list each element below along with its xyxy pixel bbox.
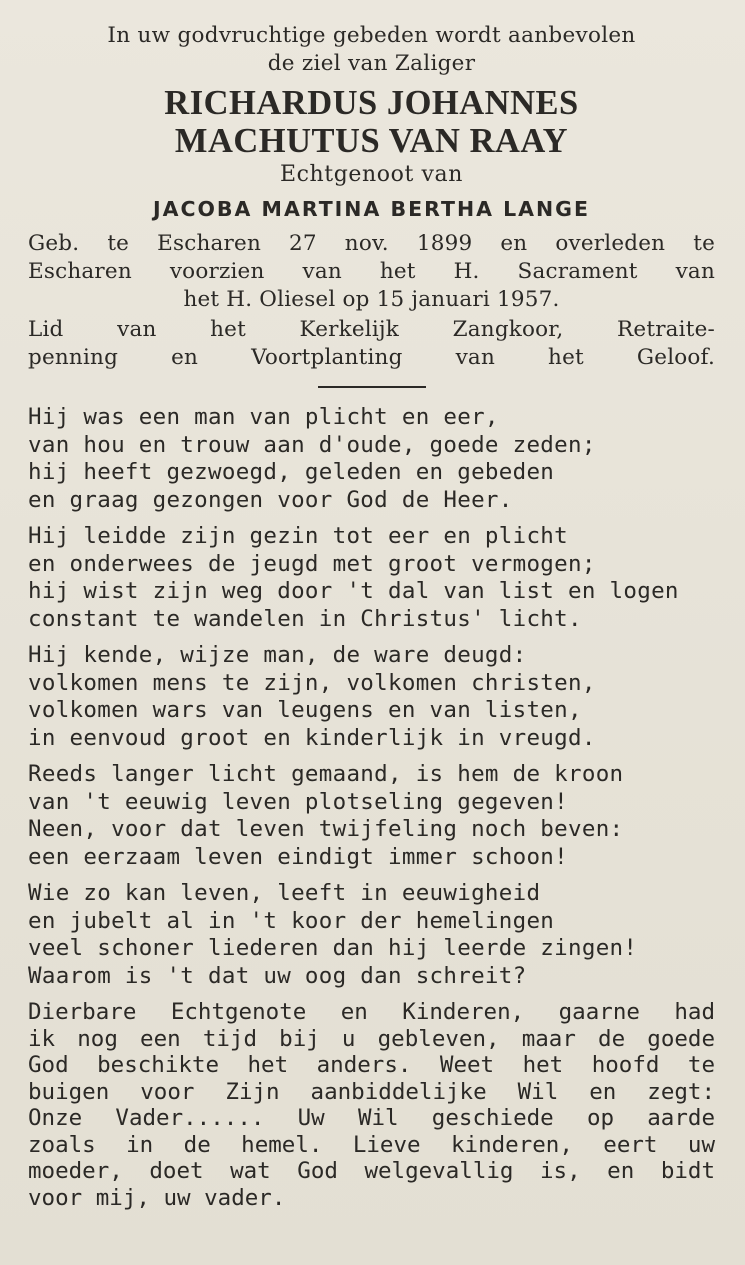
poem-line: hij wist zijn weg door 't dal van list en logen — [28, 578, 679, 604]
closing-line: God beschikte het anders. Weet het hoofd te — [28, 1052, 715, 1078]
poem-stanza — [28, 404, 715, 514]
spouse-label: Echtgenoot van — [279, 162, 464, 187]
bio-line: het H. Oliesel op 15 januari 1957. — [183, 287, 560, 312]
closing-line: buigen voor Zijn aanbiddelijke Wil en zegt: — [28, 1078, 715, 1105]
intro-line: de ziel van Zaliger — [267, 51, 476, 76]
closing-message — [28, 999, 715, 1211]
poem-line: Hij kende, wijze man, de ware deugd: — [28, 642, 527, 668]
closing-line: zoals in de hemel. Lieve kinderen, eert uw — [28, 1131, 715, 1158]
poem-line: constant te wandelen in Christus' licht. — [28, 605, 582, 632]
deceased-name-line: MACHUTUS VAN RAAY — [174, 122, 569, 160]
intro-text — [28, 22, 715, 78]
poem-stanza — [28, 523, 715, 633]
intro-line: In uw godvruchtige gebeden wordt aanbevolen — [107, 23, 636, 48]
poem-line: volkomen mens te zijn, volkomen christen, — [28, 669, 596, 696]
closing-line: voor mij, uw vader. — [28, 1184, 286, 1211]
membership-line: penning en Voortplanting van het Geloof. — [28, 345, 715, 370]
closing-line: moeder, doet wat God welgevallig is, en bidt — [28, 1158, 715, 1184]
closing-line: ik nog een tijd bij u gebleven, maar de goede — [28, 1025, 715, 1052]
poem-line: Hij leidde zijn gezin tot eer en plicht — [28, 523, 568, 549]
bio-line: Geb. te Escharen 27 nov. 1899 en overleden te — [28, 231, 715, 256]
poem-line: van 't eeuwig leven plotseling gegeven! — [28, 788, 568, 815]
poem-line: Hij was een man van plicht en eer, — [28, 404, 499, 430]
poem-line: volkomen wars van leugens en van listen, — [28, 697, 582, 723]
poem-line: van hou en trouw aan d'oude, goede zeden; — [28, 431, 596, 458]
poem-line: Reeds langer licht gemaand, is hem de kroon — [28, 761, 624, 787]
poem-line: en graag gezongen voor God de Heer. — [28, 486, 513, 513]
poem-stanza — [28, 880, 715, 990]
closing-line: Onze Vader...... Uw Wil geschiede op aarde — [28, 1105, 715, 1131]
poem — [28, 404, 715, 990]
divider-rule — [318, 386, 426, 388]
poem-line: een eerzaam leven eindigt immer schoon! — [28, 843, 568, 870]
deceased-name — [28, 84, 715, 160]
poem-line: Neen, voor dat leven twijfeling noch beven: — [28, 816, 624, 842]
membership — [28, 316, 715, 372]
bio-line: Escharen voorzien van het H. Sacrament van — [28, 259, 715, 284]
poem-stanza — [28, 761, 715, 871]
membership-line: Lid van het Kerkelijk Zangkoor, Retraite- — [28, 317, 715, 342]
poem-line: Wie zo kan leven, leeft in eeuwigheid — [28, 880, 541, 906]
closing-line: Dierbare Echtgenote en Kinderen, gaarne had — [28, 999, 715, 1025]
deceased-name-line: RICHARDUS JOHANNES — [164, 84, 579, 122]
spouse-name: JACOBA MARTINA BERTHA LANGE — [152, 197, 591, 221]
poem-line: Waarom is 't dat uw oog dan schreit? — [28, 962, 527, 989]
poem-line: in eenvoud groot en kinderlijk in vreugd. — [28, 724, 596, 751]
biography — [28, 230, 715, 372]
poem-stanza — [28, 642, 715, 752]
poem-line: en onderwees de jeugd met groot vermogen; — [28, 550, 596, 577]
poem-line: hij heeft gezwoegd, geleden en gebeden — [28, 459, 555, 485]
poem-line: veel schoner liederen dan hij leerde zingen! — [28, 935, 638, 961]
poem-line: en jubelt al in 't koor der hemelingen — [28, 907, 555, 934]
